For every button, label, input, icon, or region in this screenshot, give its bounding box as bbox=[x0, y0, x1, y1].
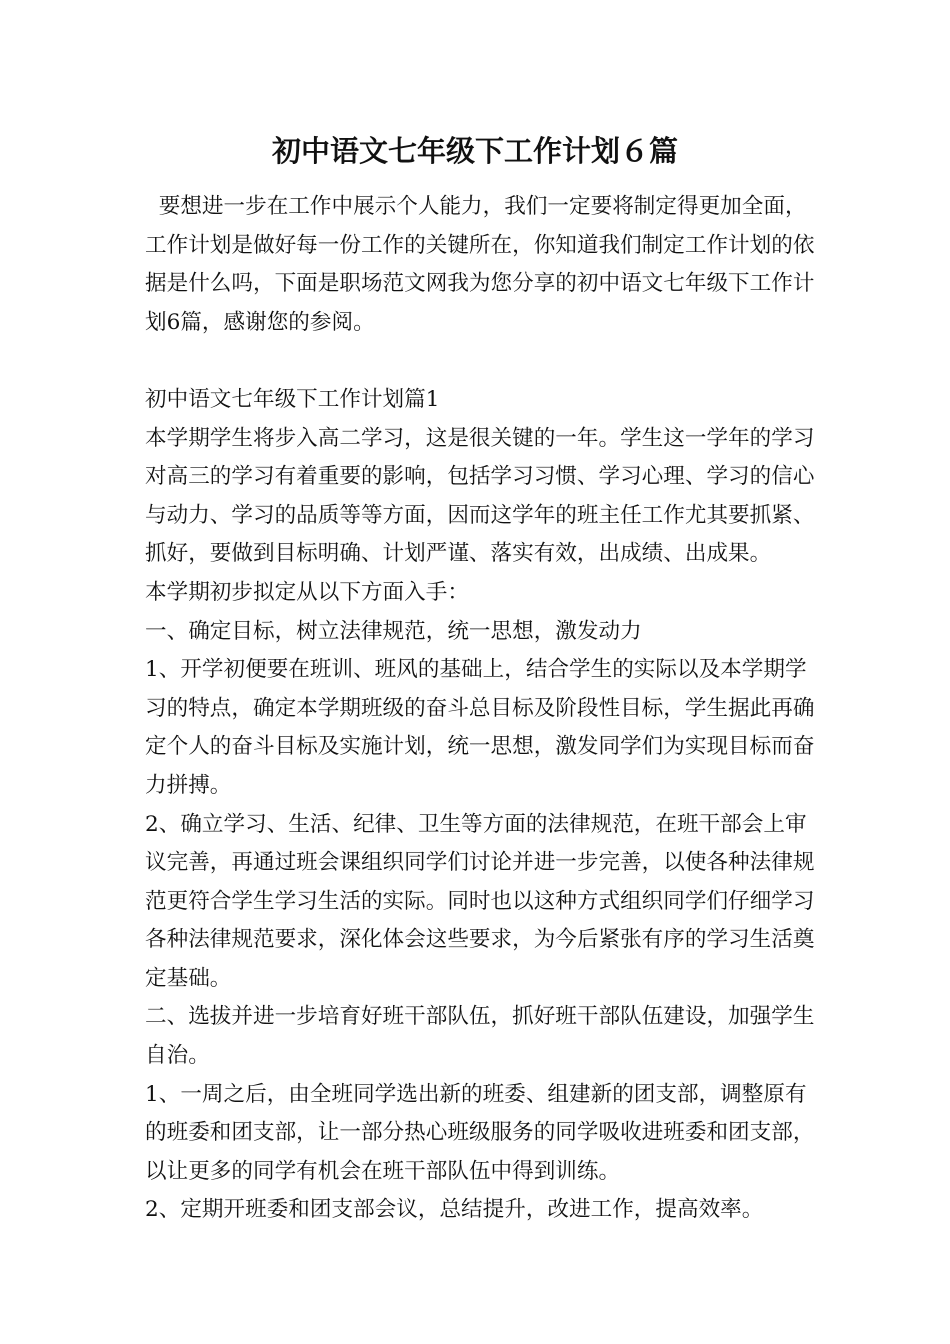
list-item: 1、开学初便要在班训、班风的基础上，结合学生的实际以及本学期学习的特点，确定本学期班级的奋斗总目标及阶段性目标，学生据此再确定个人的奋斗目标及实施计划，统一思想，激发同学们为实现目标而奋力拼搏。 bbox=[145, 657, 815, 798]
list-heading: 一、确定目标，树立法律规范，统一思想，激发动力 bbox=[145, 618, 642, 644]
paragraph-spacer bbox=[145, 342, 825, 381]
body-paragraph: 本学期初步拟定从以下方面入手： bbox=[145, 579, 469, 605]
list-item: 1、一周之后，由全班同学选出新的班委、组建新的团支部，调整原有的班委和团支部，让一部分热心班级服务的同学吸收进班委和团支部，以让更多的同学有机会在班干部队伍中得到训练。 bbox=[145, 1081, 815, 1184]
list-item: 2、确立学习、生活、纪律、卫生等方面的法律规范，在班干部会上审议完善，再通过班会课组织同学们讨论并进一步完善，以使各种法律规范更符合学生学习生活的实际。同时也以这种方式组织同学们仔细学习各种法律规范要求，深化体会这些要求，为今后紧张有序的学习生活奠定基础。 bbox=[145, 811, 815, 991]
list-item: 2、定期开班委和团支部会议，总结提升，改进工作，提高效率。 bbox=[145, 1197, 764, 1223]
document-title: 初中语文七年级下工作计划６篇 bbox=[271, 134, 678, 168]
section-heading: 初中语文七年级下工作计划篇1 bbox=[145, 386, 440, 412]
body-paragraph: 本学期学生将步入高二学习，这是很关键的一年。学生这一学年的学习对高三的学习有着重要的影响，包括学习习惯、学习心理、学习的信心与动力、学习的品质等等方面，因而这学年的班主任工作尤其要抓紧、抓好，要做到目标明确、计划严谨、落实有效，出成绩、出成果。 bbox=[145, 425, 815, 567]
list-heading: 二、选拔并进一步培育好班干部队伍，抓好班干部队伍建设，加强学生自治。 bbox=[145, 1004, 815, 1069]
intro-paragraph: 要想进一步在工作中展示个人能力，我们一定要将制定得更加全面，工作计划是做好每一份工作的关键所在，你知道我们制定工作计划的依据是什么吗，下面是职场范文网我为您分享的初中语文七年级下工作计划6篇，感谢您的参阅。 bbox=[145, 194, 815, 335]
document-body bbox=[145, 188, 825, 1230]
